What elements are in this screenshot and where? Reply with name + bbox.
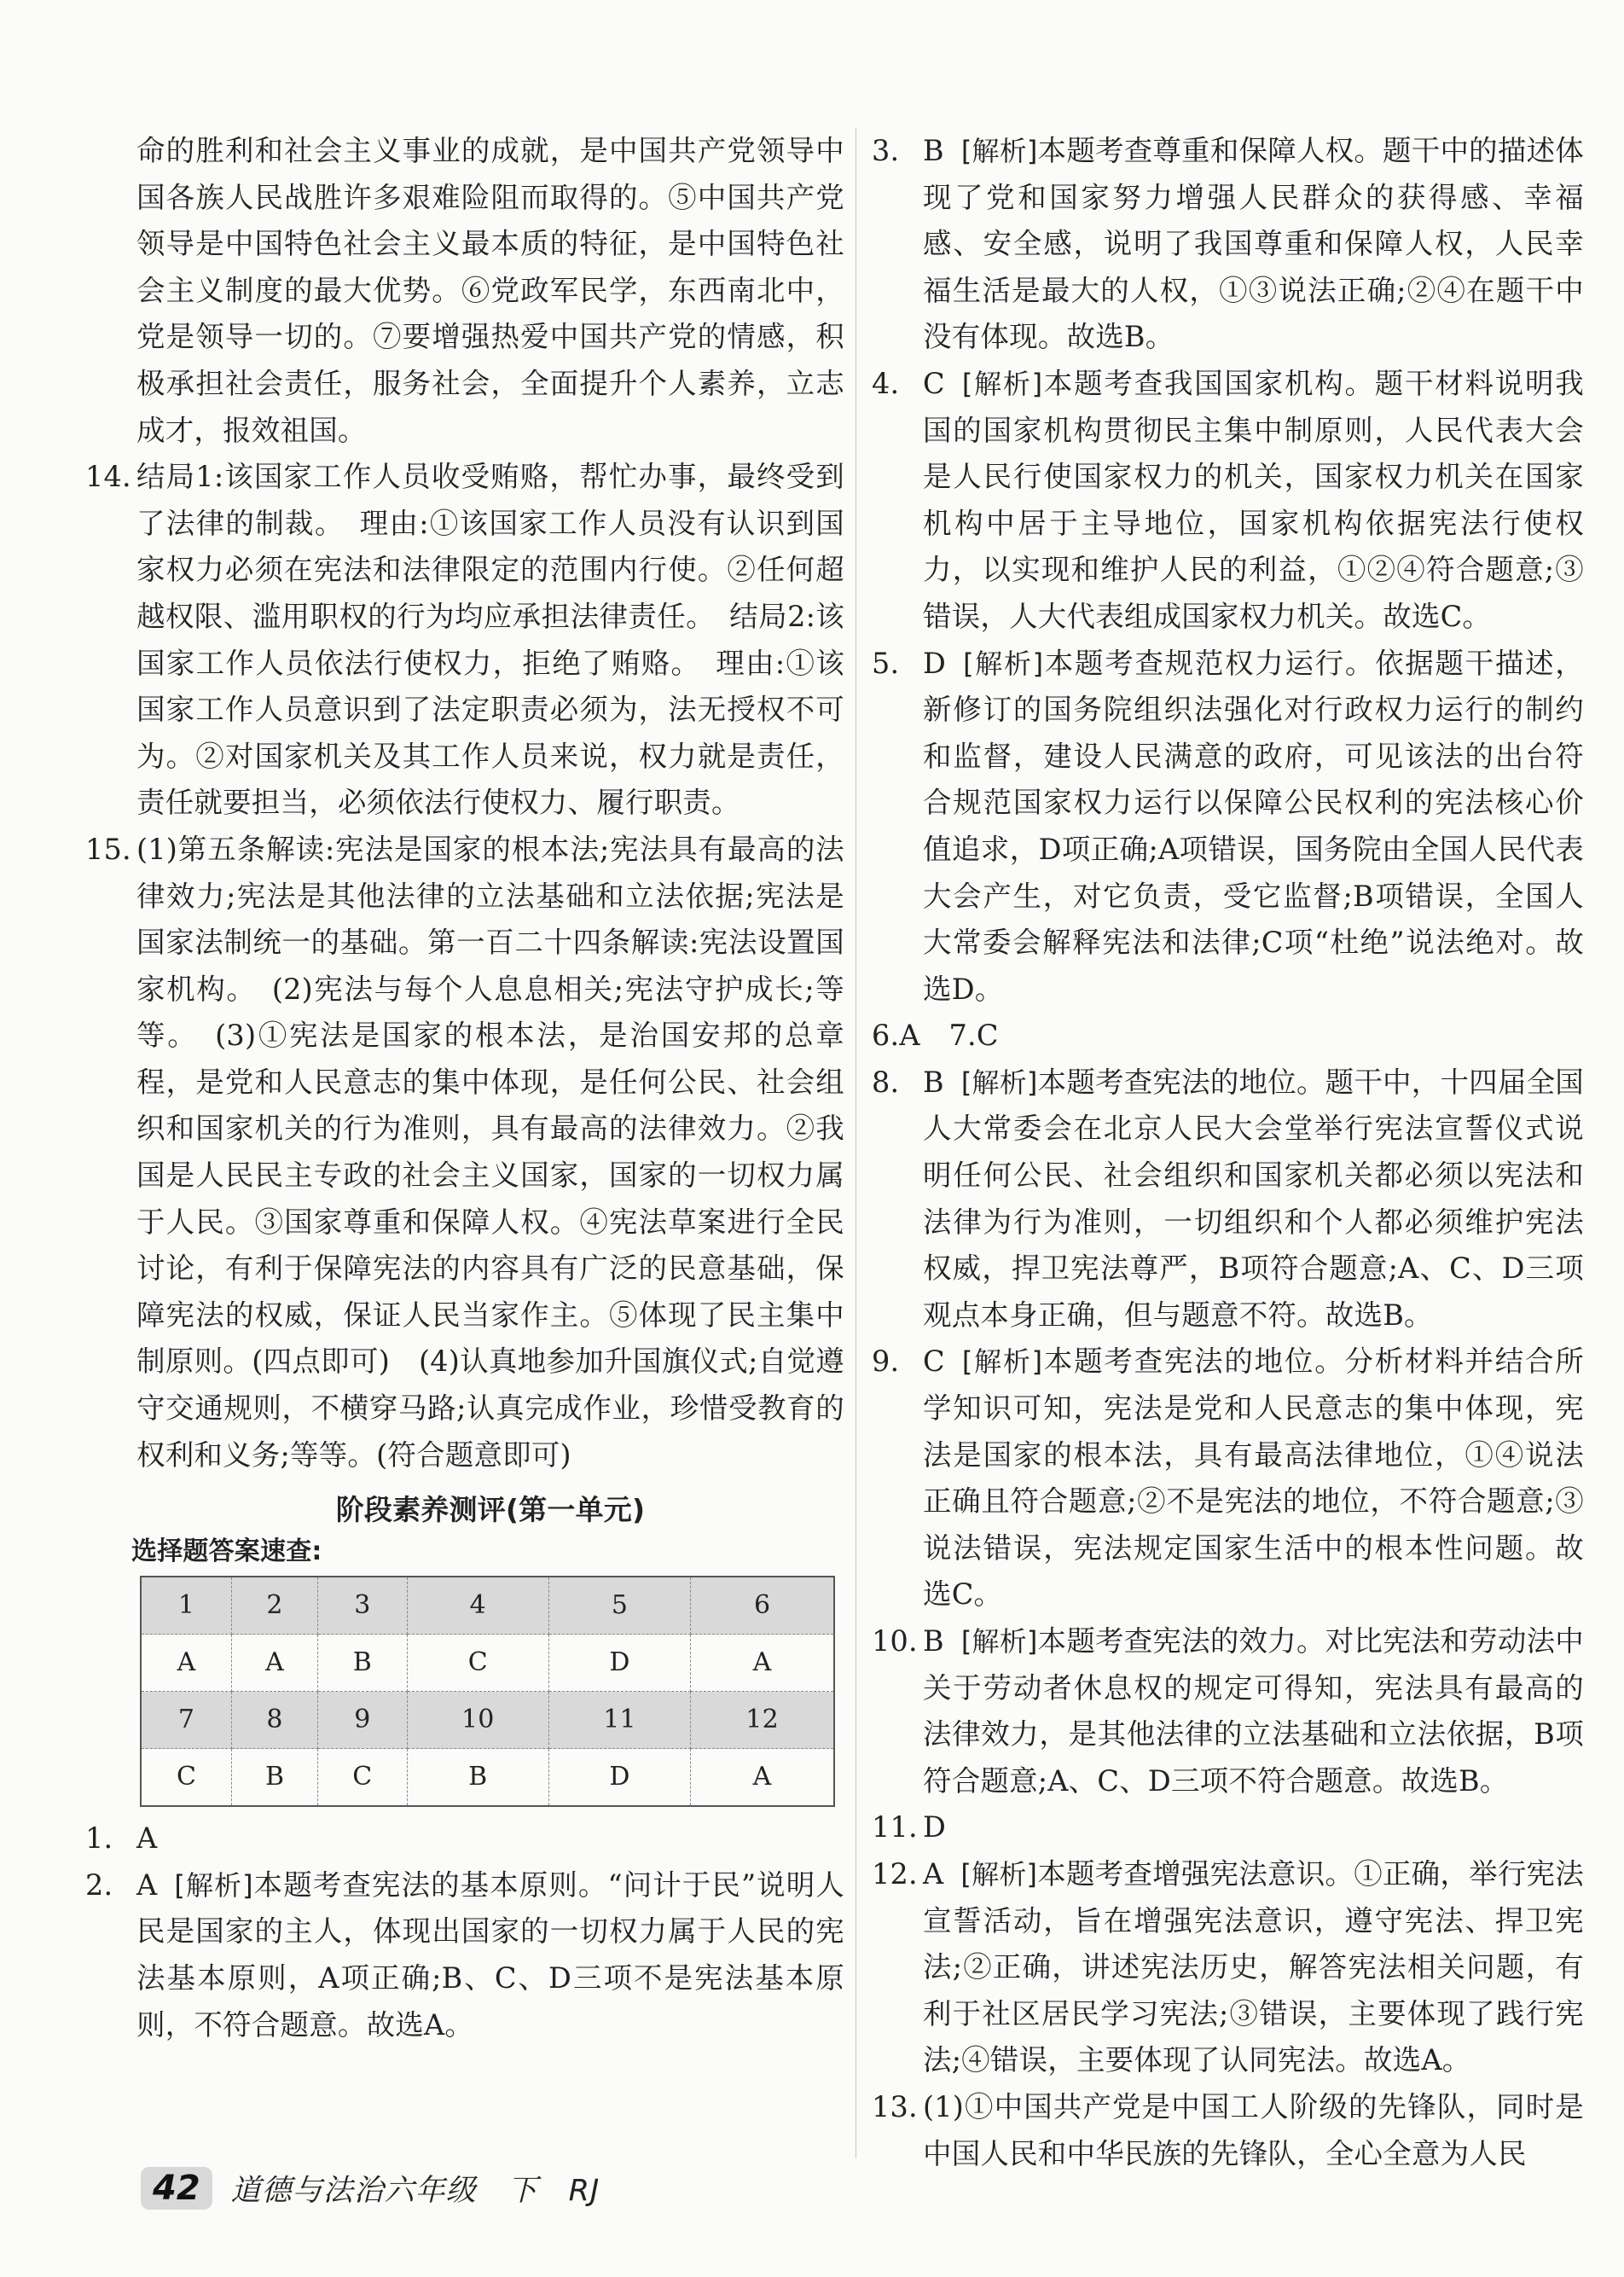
answer-text: 本题考查我国国家机构。题干材料说明我国的国家机构贯彻民主集中制原则，人民代表大会是人民行使国家权力的机关，国家权力机关在国家机构中居于主导地位，国家机构依据宪法行使权力，以实现和维护人民的利益，①②④符合题意;③错误，人大代表组成国家权力机关。故选C。 [923, 366, 1584, 633]
answer-10 [872, 1618, 1584, 1804]
table-cell: B [232, 1749, 318, 1807]
answer-number: 5. [872, 646, 900, 680]
analysis-tag: [解析] [960, 135, 1038, 167]
analysis-tag: [解析] [961, 1345, 1043, 1379]
question-text: (1)第五条解读:宪法是国家的根本法;宪法具有最高的法律效力;宪法是其他法律的立法基础和立法依据;宪法是国家法制统一的基础。第一百二十四条解读:宪法设置国家机构。 (2)宪法与每个人息息相关;宪法守护成长;等等。 (3)①宪法是国家的根本法，是治国安邦的总章程，是党和人民意志的集中体现，是任何公民、社会组织和国家机关的行为准则，具有最高的法律效力。②我国是人民民主专政的社会主义国家，国家的一切权力属于人民。③国家尊重和保障人权。④宪法草案进行全民讨论，有利于保障宪法的内容具有广泛的民意基础，保障宪法的权威，保证人民当家作主。⑤体现了民主集中制原则。(四点即可) (4)认真地参加升国旗仪式;自觉遵守交通规则，不横穿马路;认真完成作业，珍惜受教育的权利和义务;等等。(符合题意即可) [136, 832, 844, 1472]
answer-number: 4. [872, 366, 900, 400]
answer-9 [872, 1339, 1584, 1618]
answer-12 [872, 1851, 1584, 2084]
answer-choice: B [923, 134, 944, 167]
table-cell: 2 [232, 1577, 318, 1635]
quick-answer-label: 选择题答案速查: [131, 1536, 322, 1567]
answer-text: 本题考查增强宪法意识。①正确，举行宪法宣誓活动，旨在增强宪法意识，遵守宪法、捍卫宪法;②正确，讲述宪法历史，解答宪法相关问题，有利于社区居民学习宪法;③错误，主要体现了践行宪法;④错误，主要体现了认同宪法。故选A。 [923, 1856, 1584, 2077]
answer-number: 1. [85, 1821, 113, 1856]
table-cell: A [691, 1635, 834, 1692]
answer-text: 本题考查宪法的地位。分析材料并结合所学知识可知，宪法是党和人民意志的集中体现，宪法是国家的根本法，具有最高法律地位，①④说法正确且符合题意;②不是宪法的地位，不符合题意;③说法错误，宪法规定国家生活中的根本性问题。故选C。 [923, 1345, 1584, 1612]
table-cell: B [407, 1749, 548, 1807]
book-title: 道德与法治六年级 下 RJ [230, 2174, 600, 2208]
answer-choice: B [923, 1065, 944, 1099]
answer-3 [872, 128, 1584, 361]
table-cell: A [691, 1749, 834, 1807]
answer-choice: A [136, 1821, 158, 1856]
table-cell: 12 [691, 1692, 834, 1749]
analysis-tag: [解析] [960, 1857, 1038, 1891]
table-row [141, 1635, 834, 1692]
answer-number: 10. [872, 1624, 918, 1658]
table-cell: D [548, 1635, 690, 1692]
table-cell: 1 [141, 1577, 232, 1635]
answer-choice: C [923, 366, 945, 400]
answer-number: 11. [872, 1810, 918, 1844]
table-cell: 3 [318, 1577, 408, 1635]
table-row [141, 1692, 834, 1749]
answer-13 [872, 2084, 1584, 2177]
table-cell: 11 [548, 1692, 690, 1749]
question-text: 结局1:该国家工作人员收受贿赂，帮忙办事，最终受到了法律的制裁。 理由:①该国家工作人员没有认识到国家权力必须在宪法和法律限定的范围内行使。②任何超越权限、滥用职权的行为均应承担法律责任。 结局2:该国家工作人员依法行使权力，拒绝了贿赂。 理由:①该国家工作人员意识到了法定职责必须为，法无授权不可为。②对国家机关及其工作人员来说，权力就是责任，责任就要担当，必须依法行使权力、履行职责。 [136, 460, 844, 820]
question-number: 15. [85, 832, 131, 866]
answer-8 [872, 1060, 1584, 1339]
table-cell: 4 [407, 1577, 548, 1635]
left-column [85, 128, 845, 2048]
table-cell: 6 [691, 1577, 834, 1635]
answer-choice: C [923, 1345, 945, 1379]
answer-text: 本题考查宪法的效力。对比宪法和劳动法中关于劳动者休息权的规定可得知，宪法具有最高的法律效力，是其他法律的立法基础和立法依据，B项符合题意;A、C、D三项不符合题意。故选B。 [923, 1624, 1584, 1798]
answer-text: (1)①中国共产党是中国工人阶级的先锋队，同时是中国人民和中华民族的先锋队，全心全意为人民 [923, 2089, 1584, 2170]
question-number: 14. [85, 460, 131, 494]
table-cell: 10 [407, 1692, 548, 1749]
answer-5 [872, 641, 1584, 1014]
answer-number: 9. [872, 1345, 900, 1379]
table-cell: 5 [548, 1577, 690, 1635]
table-cell: 8 [232, 1692, 318, 1749]
table-cell: A [232, 1635, 318, 1692]
table-cell: 9 [318, 1692, 408, 1749]
answer-text: 本题考查规范权力运行。依据题干描述，新修订的国务院组织法强化对行政权力运行的制约和监督，建设人民满意的政府，可见该法的出台符合规范国家权力运行以保障公民权利的宪法核心价值追求，D项正确;A项错误，国务院由全国人民代表大会产生，对它负责，受它监督;B项错误，全国人大常委会解释宪法和法律;C项“杜绝”说法绝对。故选D。 [923, 646, 1584, 1006]
continued-paragraph: 命的胜利和社会主义事业的成就，是中国共产党领导中国各族人民战胜许多艰难险阻而取得的。⑤中国共产党领导是中国特色社会主义最本质的特征，是中国特色社会主义制度的最大优势。⑥党政军民学，东西南北中，党是领导一切的。⑦要增强热爱中国共产党的情感，积极承担社会责任，服务社会，全面提升个人素养，立志成才，报效祖国。 [136, 134, 844, 447]
answer-number: 12. [872, 1856, 918, 1891]
answer-number: 13. [872, 2089, 918, 2123]
table-cell: B [318, 1635, 408, 1692]
answer-text: 本题考查宪法的地位。题干中，十四届全国人大常委会在北京人民大会堂举行宪法宣誓仪式说明任何公民、社会组织和国家机关都必须以宪法和法律为行为准则，一切组织和个人都必须维护宪法权威，捍卫宪法尊严，B项符合题意;A、C、D三项观点本身正确，但与题意不符。故选B。 [923, 1065, 1584, 1332]
table-cell: A [141, 1635, 232, 1692]
table-cell: C [141, 1749, 232, 1807]
question-15 [85, 827, 844, 1478]
analysis-tag: [解析] [960, 1625, 1038, 1658]
answer-choice: D [923, 646, 947, 680]
answer-choice: B [923, 1624, 944, 1658]
section-title: 阶段素养测评(第一单元) [335, 1493, 646, 1527]
answer-2 [85, 1862, 844, 2048]
analysis-tag: [解析] [961, 367, 1043, 400]
analysis-tag: [解析] [960, 1066, 1038, 1099]
table-cell: C [318, 1749, 408, 1807]
answer-4 [872, 361, 1584, 641]
table-row [141, 1577, 834, 1635]
answer-choice: D [923, 1810, 947, 1844]
table-row [141, 1749, 834, 1807]
page-number: 42 [141, 2167, 212, 2210]
answer-table [140, 1576, 835, 1807]
answer-text: 本题考查尊重和保障人权。题干中的描述体现了党和国家努力增强人民群众的获得感、幸福感、安全感，说明了我国尊重和保障人权，人民幸福生活是最大的人权，①③说法正确;②④在题干中没有体现。故选B。 [923, 134, 1584, 354]
answer-choice: A [136, 1867, 158, 1902]
table-cell: 7 [141, 1692, 232, 1749]
analysis-tag: [解析] [963, 647, 1044, 680]
page-footer [141, 2163, 600, 2214]
answer-number: 3. [872, 134, 900, 167]
answer-number: 8. [872, 1065, 900, 1099]
analysis-tag: [解析] [174, 1868, 253, 1902]
answer-11 [872, 1804, 1584, 1851]
answer-number: 2. [85, 1867, 113, 1902]
answer-text: 本题考查宪法的基本原则。“问计于民”说明人民是国家的主人，体现出国家的一切权力属于人民的宪法基本原则，A项正确;B、C、D三项不是宪法基本原则，不符合题意。故选A。 [136, 1867, 845, 2042]
answer-6-7: 6.A 7.C [872, 1019, 999, 1053]
table-cell: C [407, 1635, 548, 1692]
right-column [872, 128, 1584, 2177]
question-14 [85, 454, 844, 827]
answer-1 [85, 1815, 844, 1862]
answer-choice: A [923, 1856, 944, 1891]
table-cell: D [548, 1749, 690, 1807]
